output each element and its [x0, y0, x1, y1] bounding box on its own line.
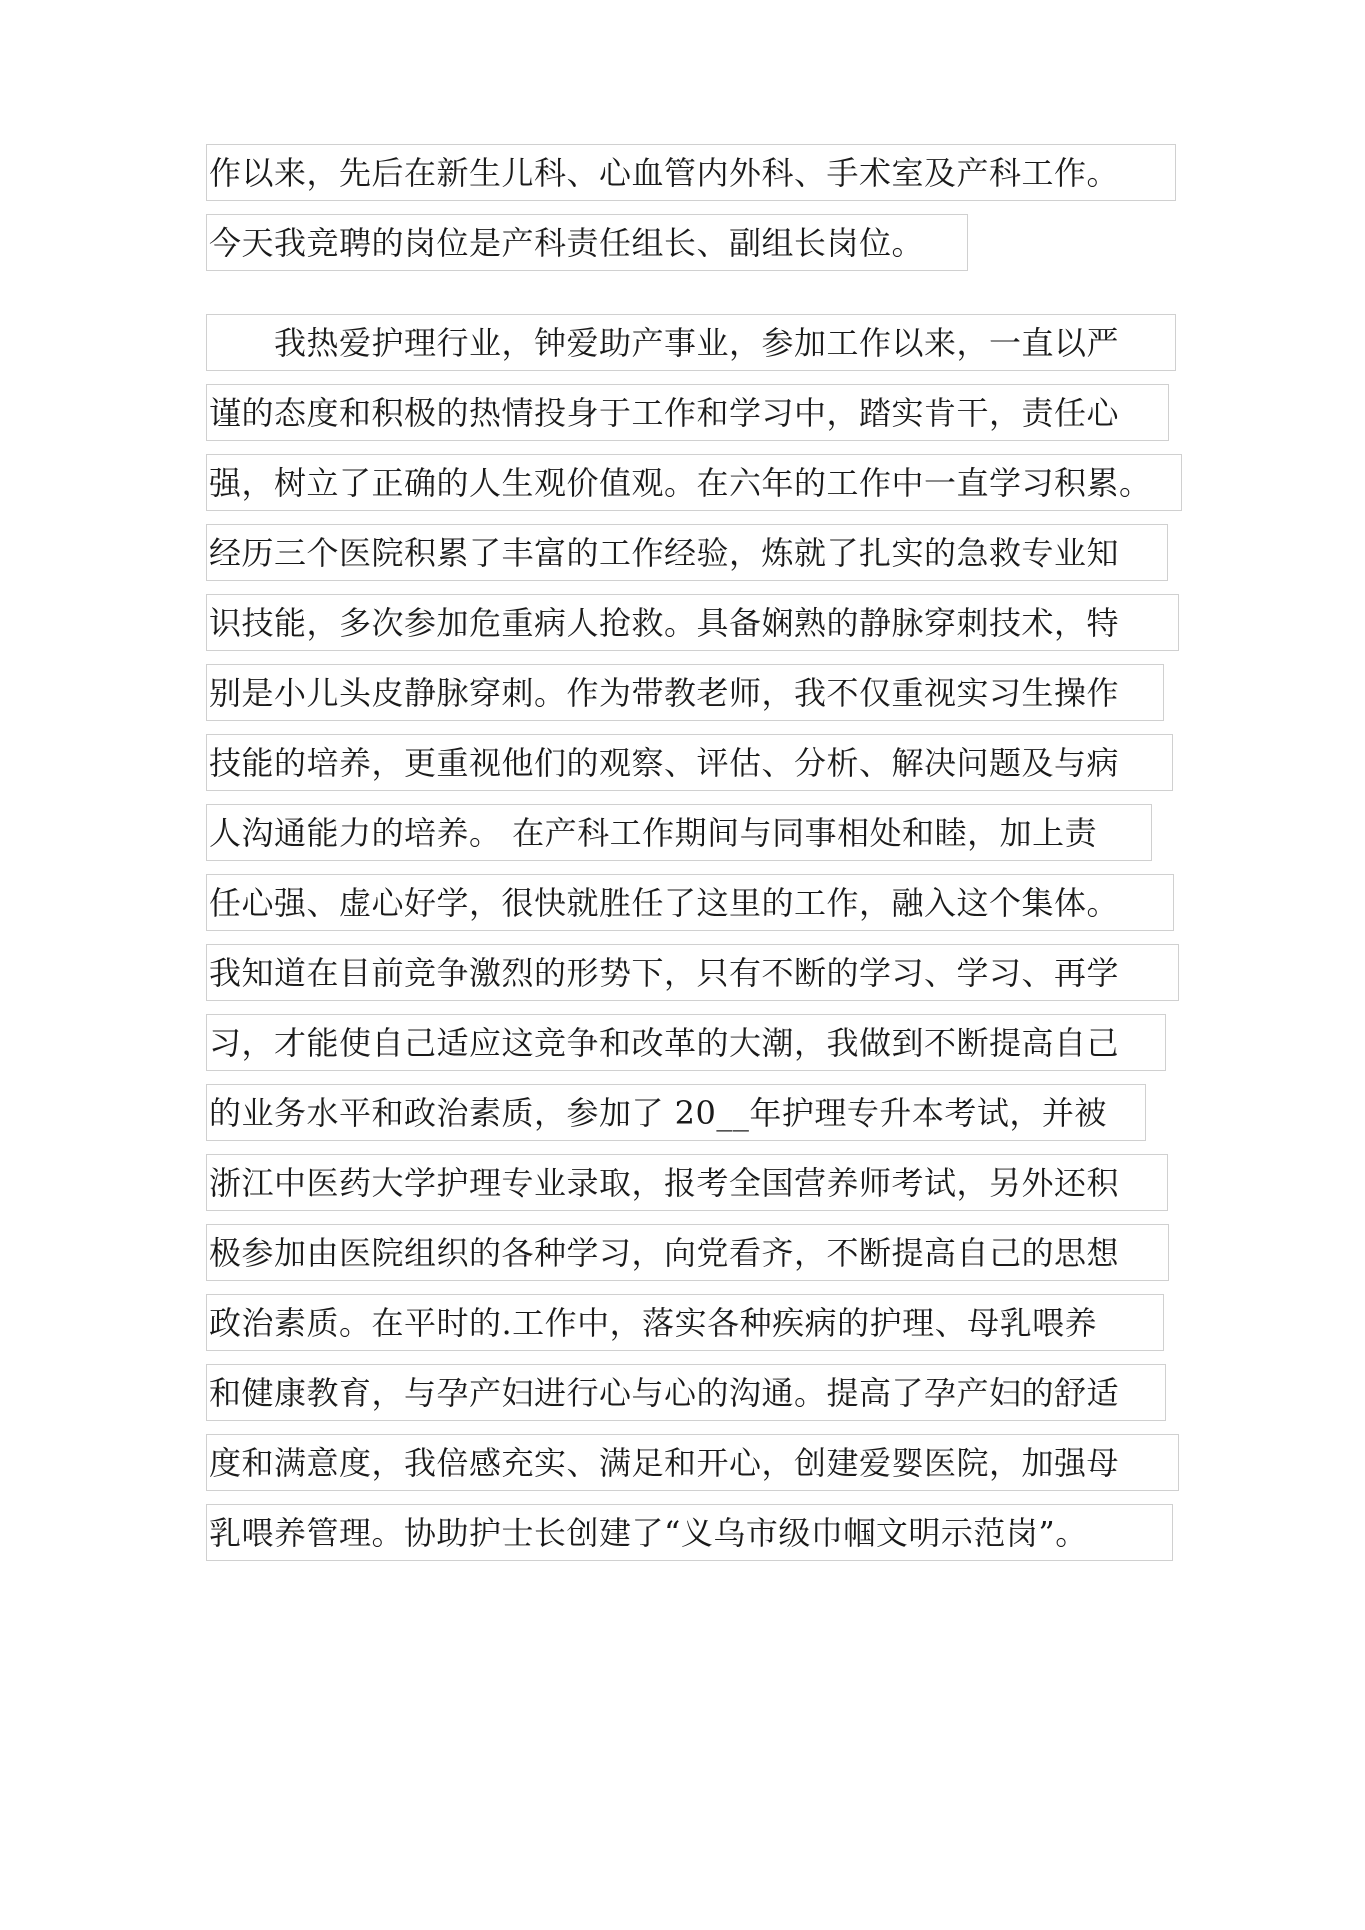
text-line: 的业务水平和政治素质，参加了 20__年护理专升本考试，并被 [206, 1084, 1146, 1141]
text-line: 习，才能使自己适应这竞争和改革的大潮，我做到不断提高自己 [206, 1014, 1166, 1071]
text-line: 乳喂养管理。协助护士长创建了“义乌市级巾帼文明示范岗”。 [206, 1504, 1173, 1561]
text-line: 识技能，多次参加危重病人抢救。具备娴熟的静脉穿刺技术，特 [206, 594, 1179, 651]
paragraph-1 [206, 144, 1196, 284]
text-line: 作以来，先后在新生儿科、心血管内外科、手术室及产科工作。 [206, 144, 1176, 201]
text-line: 政治素质。在平时的.工作中，落实各种疾病的护理、母乳喂养 [206, 1294, 1164, 1351]
text-line: 我热爱护理行业，钟爱助产事业，参加工作以来，一直以严 [206, 314, 1176, 371]
text-line: 极参加由医院组织的各种学习，向党看齐，不断提高自己的思想 [206, 1224, 1169, 1281]
text-line: 浙江中医药大学护理专业录取，报考全国营养师考试，另外还积 [206, 1154, 1168, 1211]
text-line: 技能的培养，更重视他们的观察、评估、分析、解决问题及与病 [206, 734, 1173, 791]
text-line: 强，树立了正确的人生观价值观。在六年的工作中一直学习积累。 [206, 454, 1182, 511]
text-line: 经历三个医院积累了丰富的工作经验，炼就了扎实的急救专业知 [206, 524, 1168, 581]
text-line: 任心强、虚心好学，很快就胜任了这里的工作，融入这个集体。 [206, 874, 1174, 931]
text-line: 谨的态度和积极的热情投身于工作和学习中，踏实肯干，责任心 [206, 384, 1169, 441]
text-line: 和健康教育，与孕产妇进行心与心的沟通。提高了孕产妇的舒适 [206, 1364, 1166, 1421]
text-line: 我知道在目前竞争激烈的形势下，只有不断的学习、学习、再学 [206, 944, 1179, 1001]
text-line: 度和满意度，我倍感充实、满足和开心，创建爱婴医院，加强母 [206, 1434, 1179, 1491]
text-line: 今天我竞聘的岗位是产科责任组长、副组长岗位。 [206, 214, 968, 271]
text-line: 人沟通能力的培养。 在产科工作期间与同事相处和睦，加上责 [206, 804, 1152, 861]
text-line: 别是小儿头皮静脉穿刺。作为带教老师，我不仅重视实习生操作 [206, 664, 1164, 721]
paragraph-2 [206, 314, 1196, 1574]
